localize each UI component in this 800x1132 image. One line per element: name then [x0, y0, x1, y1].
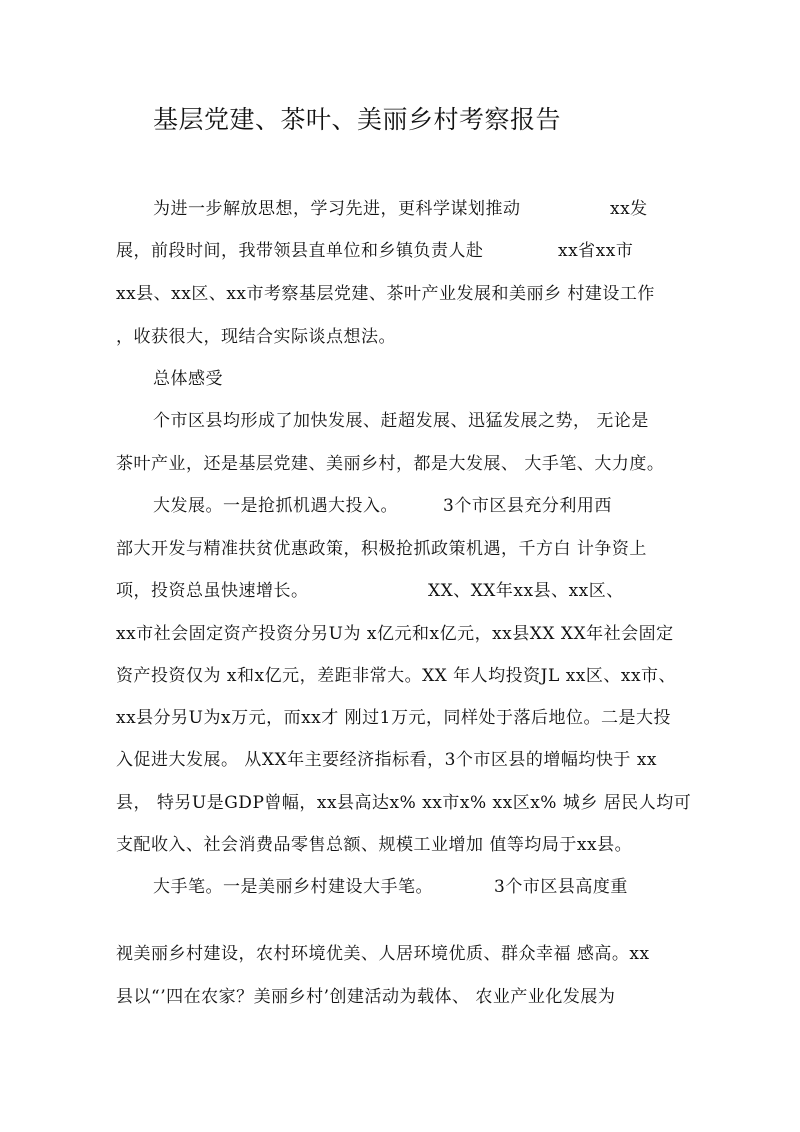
- text-line: xx发: [610, 199, 648, 219]
- text-line: 资产投资仅为 x和x亿元，差距非常大。XX 年人均投资JL xx区、xx市、: [116, 666, 677, 686]
- text-line: 入促进大发展。 从XX年主要经济指标看，3个市区县的增幅均快于 xx: [116, 750, 658, 770]
- text-line: 大发展。一是抢抓机遇大投入。: [153, 496, 398, 516]
- text-line: 大手笔。一是美丽乡村建设大手笔。: [153, 877, 433, 897]
- text-line: 3个市区县充分利用西: [443, 496, 612, 516]
- text-line: XX、XX年xx县、xx区、: [428, 581, 624, 601]
- text-line: 部大开发与精准扶贫优惠政策，积极抢抓政策机遇，千方白 计争资上: [116, 539, 647, 559]
- text-line: 支配收入、社会消费品零售总额、规模工业增加 值等均局于xx县。: [116, 835, 633, 855]
- text-line: xx县分另U为x万元，而xx才 刚过1万元，同样处于落后地位。二是大投: [116, 708, 671, 728]
- text-line: 为进一步解放思想，学习先进，更科学谋划推动: [153, 199, 521, 219]
- text-line: 3个市区县高度重: [494, 877, 628, 897]
- text-line: xx县、xx区、xx市考察基层党建、茶叶产业发展和美丽乡 村建设工作: [116, 284, 655, 304]
- text-line: 展，前段时间，我带领县直单位和乡镇负责人赴: [116, 241, 484, 261]
- text-line: xx省xx市: [558, 241, 634, 261]
- document-title: 基层党建、茶叶、美丽乡村考察报告: [153, 105, 562, 134]
- text-line: 项，投资总虽快速增长。: [116, 581, 309, 601]
- text-line: ，收获很大，现结合实际谈点想法。: [116, 327, 396, 347]
- section-heading: 总体感受: [153, 369, 223, 389]
- text-line: 县， 特另U是GDP曾幅，xx县高达x% xx市x% xx区x% 城乡 居民人均可: [116, 793, 692, 813]
- text-line: xx市社会固定资产投资分另U为 x亿元和x亿元，xx县XX XX年社会固定: [116, 624, 674, 644]
- text-line: 个市区县均形成了加快发展、赶超发展、迅猛发展之势， 无论是: [153, 411, 649, 431]
- text-line: 茶叶产业，还是基层党建、美丽乡村，都是大发展、 大手笔、大力度。: [116, 454, 665, 474]
- text-line: 县以“’四在农家？美丽乡村’创建活动为载体、 农业产业化发展为: [116, 987, 616, 1007]
- text-line: 视美丽乡村建设，农村环境优美、人居环境优质、群众幸福 感高。xx: [116, 944, 650, 964]
